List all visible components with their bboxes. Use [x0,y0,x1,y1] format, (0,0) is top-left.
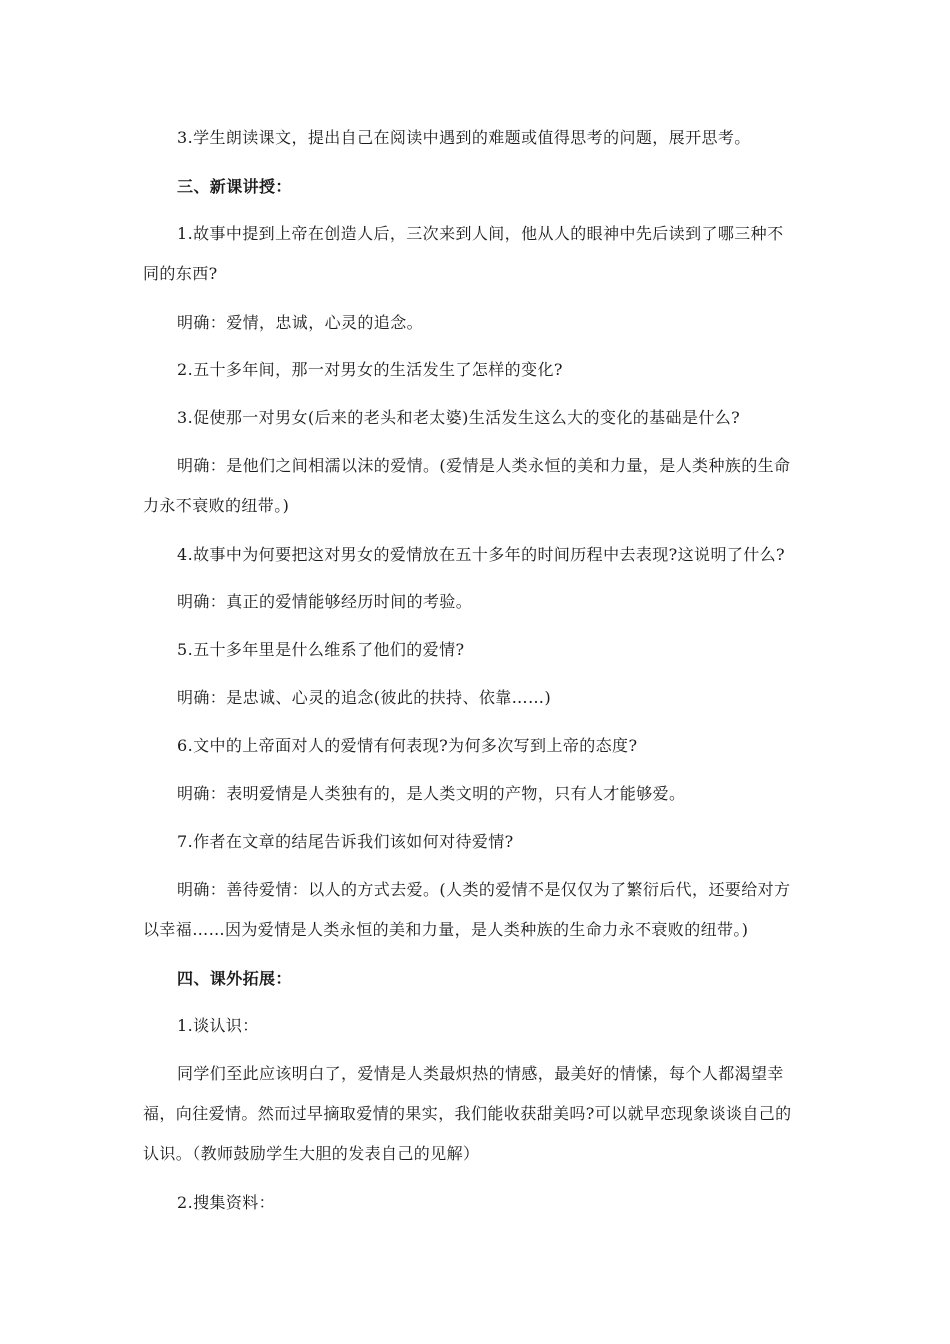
paragraph-line: 3.促使那一对男女(后来的老头和老太婆)生活发生这么大的变化的基础是什么? [177,408,741,427]
paragraph-line: 明确：表明爱情是人类独有的，是人类文明的产物，只有人才能够爱。 [177,784,686,803]
paragraph-line: 力永不衰败的纽带。) [143,496,290,515]
paragraph-line: 2.五十多年间，那一对男女的生活发生了怎样的变化? [177,360,563,379]
paragraph-line: 明确：爱情，忠诚，心灵的追念。 [177,313,424,332]
paragraph-line: 明确：善待爱情：以人的方式去爱。(人类的爱情不是仅仅为了繁衍后代，还要给对方 [177,880,791,899]
paragraph-line: 3.学生朗读课文，提出自己在阅读中遇到的难题或值得思考的问题，展开思考。 [177,128,751,147]
paragraph-line: 2.搜集资料： [177,1193,276,1212]
paragraph-line: 1.谈认识： [177,1016,259,1035]
paragraph-line: 4.故事中为何要把这对男女的爱情放在五十多年的时间历程中去表现?这说明了什么? [177,545,786,564]
paragraph-line: 1.故事中提到上帝在创造人后，三次来到人间，他从人的眼神中先后读到了哪三种不 [177,224,784,243]
paragraph-line: 以幸福……因为爱情是人类永恒的美和力量，是人类种族的生命力永不衰败的纽带。) [143,920,749,939]
paragraph-line: 认识。（教师鼓励学生大胆的发表自己的见解） [143,1144,480,1163]
paragraph-line: 同学们至此应该明白了，爱情是人类最炽热的情感，最美好的情愫，每个人都渴望幸 [177,1064,784,1083]
paragraph-line: 6.文中的上帝面对人的爱情有何表现?为何多次写到上帝的态度? [177,736,638,755]
section-heading: 四、课外拓展： [177,969,292,988]
paragraph-line: 明确：是他们之间相濡以沫的爱情。(爱情是人类永恒的美和力量，是人类种族的生命 [177,456,791,475]
paragraph-line: 7.作者在文章的结尾告诉我们该如何对待爱情? [177,832,514,851]
paragraph-line: 5.五十多年里是什么维系了他们的爱情? [177,640,465,659]
paragraph-line: 福，向往爱情。然而过早摘取爱情的果实，我们能收获甜美吗?可以就早恋现象谈谈自己的 [143,1104,792,1123]
section-heading: 三、新课讲授： [177,177,292,196]
paragraph-line: 明确：是忠诚、心灵的追念(彼此的扶持、依靠……) [177,688,552,707]
paragraph-line: 明确：真正的爱情能够经历时间的考验。 [177,592,473,611]
paragraph-line: 同的东西? [143,264,218,283]
